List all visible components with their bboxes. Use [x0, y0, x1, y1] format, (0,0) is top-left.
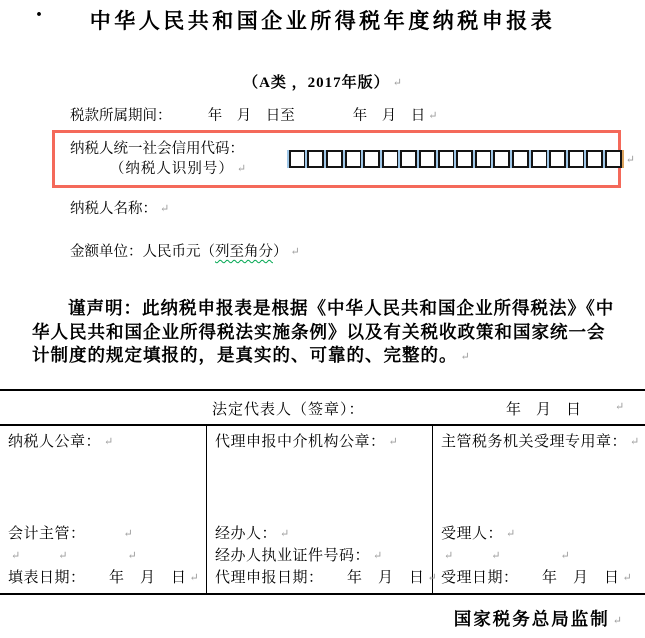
- agent-cert-line: [215, 545, 428, 567]
- seal-columns: [0, 426, 645, 595]
- accounting-manager-line: [8, 523, 202, 545]
- paragraph-mark: ↵: [615, 401, 625, 413]
- declaration-line-3-text: 计制度的规定填报的，是真实的、可靠的、完整的。: [32, 345, 458, 365]
- declaration-line-3: [32, 344, 632, 370]
- tax-period-line: [70, 104, 437, 125]
- tax-period-label: 税款所属期间： 年 月 日至 年 月 日: [70, 108, 426, 124]
- credit-code-cell[interactable]: [438, 150, 455, 168]
- amount-unit-line: [70, 240, 300, 261]
- amount-unit-prefix: 金额单位：人民币元（: [70, 244, 215, 260]
- credit-code-cell[interactable]: [475, 150, 492, 168]
- credit-code-cell[interactable]: [307, 150, 324, 168]
- credit-code-cell[interactable]: [289, 150, 306, 168]
- taxpayer-seal-label: 纳税人公章：: [8, 434, 102, 450]
- credit-code-labels: [55, 139, 286, 179]
- paragraph-mark: ↵: [506, 528, 516, 540]
- declaration-line-1: 谨声明：此纳税申报表是根据《中华人民共和国企业所得税法》《中: [68, 298, 615, 318]
- taxpayer-id-label: （纳税人识别号）: [109, 161, 234, 177]
- paragraph-mark: ↵: [612, 615, 622, 627]
- agency-seal-line: [215, 431, 428, 453]
- credit-code-cells: [288, 150, 623, 168]
- paragraph-mark: ↵: [444, 550, 454, 562]
- credit-code-cell[interactable]: [586, 150, 603, 168]
- taxpayer-name-line: [70, 197, 169, 218]
- paragraph-mark: ↵: [460, 351, 470, 363]
- legal-rep-label: 法定代表人（签章）：: [212, 402, 365, 418]
- taxpayer-seal-cell: [0, 426, 206, 593]
- acceptor-label: 受理人：: [441, 526, 504, 542]
- credit-code-label: 纳税人统一社会信用代码：: [70, 141, 244, 157]
- paragraph-mark: ↵: [428, 110, 438, 122]
- credit-code-highlight-box: [52, 130, 635, 188]
- amount-unit-suffix: ）: [273, 244, 288, 260]
- agency-seal-label: 代理申报中介机构公章：: [215, 434, 386, 450]
- taxpayer-seal-line: [8, 431, 202, 453]
- paragraph-mark: ↵: [189, 572, 199, 584]
- accounting-manager-label: 会计主管：: [8, 526, 86, 542]
- accept-date-label: 受理日期： 年 月 日: [441, 570, 620, 586]
- empty-marks-line: [441, 545, 641, 567]
- amount-unit-underlined-text: 列至角分: [215, 244, 273, 260]
- tax-authority-seal-line: [441, 431, 641, 453]
- version-label: （A类 ，2017年版）: [243, 75, 390, 91]
- paragraph-mark: ↵: [11, 550, 21, 562]
- paragraph-mark: ↵: [491, 550, 501, 562]
- version-line: [0, 71, 645, 92]
- acceptor-line: [441, 523, 641, 545]
- paragraph-mark: ↵: [622, 572, 632, 584]
- issuer-line: [0, 606, 622, 631]
- agent-label: 经办人：: [215, 526, 278, 542]
- page-title: 中华人民共和国企业所得税年度纳税申报表: [89, 9, 556, 33]
- credit-code-cell[interactable]: [326, 150, 343, 168]
- accept-date-line: [441, 567, 641, 589]
- fill-date-label: 填表日期： 年 月 日: [8, 570, 187, 586]
- paragraph-mark: ↵: [123, 528, 133, 540]
- paragraph-mark: ↵: [388, 436, 398, 448]
- legal-rep-row: [0, 389, 645, 426]
- credit-code-cell[interactable]: [531, 150, 548, 168]
- tax-authority-seal-cell: [433, 426, 645, 593]
- empty-marks-line: [8, 545, 202, 567]
- agency-date-line: [215, 567, 437, 589]
- paragraph-mark: ↵: [236, 163, 247, 175]
- declaration-line-2: 华人民共和国企业所得税法实施条例》以及有关税收政策和国家统一会: [32, 321, 606, 342]
- credit-code-cell[interactable]: [568, 150, 585, 168]
- declaration-paragraph: [32, 297, 632, 370]
- blank-space: [215, 453, 428, 523]
- credit-code-cell[interactable]: [382, 150, 399, 168]
- credit-code-cell[interactable]: [345, 150, 362, 168]
- paragraph-mark: ↵: [104, 436, 114, 448]
- credit-code-cell[interactable]: [419, 150, 436, 168]
- paragraph-mark: ↵: [625, 153, 635, 166]
- agency-date-label: 代理申报日期： 年 月 日: [215, 570, 425, 586]
- fill-date-line: [8, 567, 202, 589]
- paragraph-mark: ↵: [373, 550, 383, 562]
- paragraph-mark: ↵: [392, 77, 402, 89]
- agent-cert-label: 经办人执业证件号码：: [215, 548, 371, 564]
- issuer-label: 国家税务总局监制: [453, 609, 610, 629]
- credit-code-cell[interactable]: [512, 150, 529, 168]
- taxpayer-name-label: 纳税人名称：: [70, 201, 157, 217]
- blank-space: [8, 453, 202, 523]
- paragraph-mark: ↵: [127, 550, 137, 562]
- agent-line: [215, 523, 428, 545]
- credit-code-cell[interactable]: [605, 150, 622, 168]
- credit-code-cell[interactable]: [493, 150, 510, 168]
- paragraph-mark: ↵: [58, 550, 68, 562]
- credit-code-cell[interactable]: [400, 150, 417, 168]
- paragraph-mark: ↵: [630, 436, 640, 448]
- legal-rep-date: 年 月 日: [506, 402, 582, 418]
- credit-code-cell[interactable]: [549, 150, 566, 168]
- paragraph-mark: ↵: [290, 246, 300, 258]
- credit-code-cell[interactable]: [363, 150, 380, 168]
- paragraph-mark: ↵: [427, 572, 437, 584]
- paragraph-mark: ↵: [560, 550, 570, 562]
- agency-seal-cell: [206, 426, 437, 593]
- taxpayer-id-subline: [70, 159, 286, 179]
- credit-code-cell[interactable]: [456, 150, 473, 168]
- tax-authority-seal-label: 主管税务机关受理专用章：: [441, 434, 628, 450]
- signature-table: [0, 389, 645, 595]
- paragraph-mark: ↵: [160, 203, 170, 215]
- paragraph-mark: ↵: [280, 528, 290, 540]
- blank-space: [441, 453, 641, 523]
- anchor-dot: .: [36, 0, 42, 22]
